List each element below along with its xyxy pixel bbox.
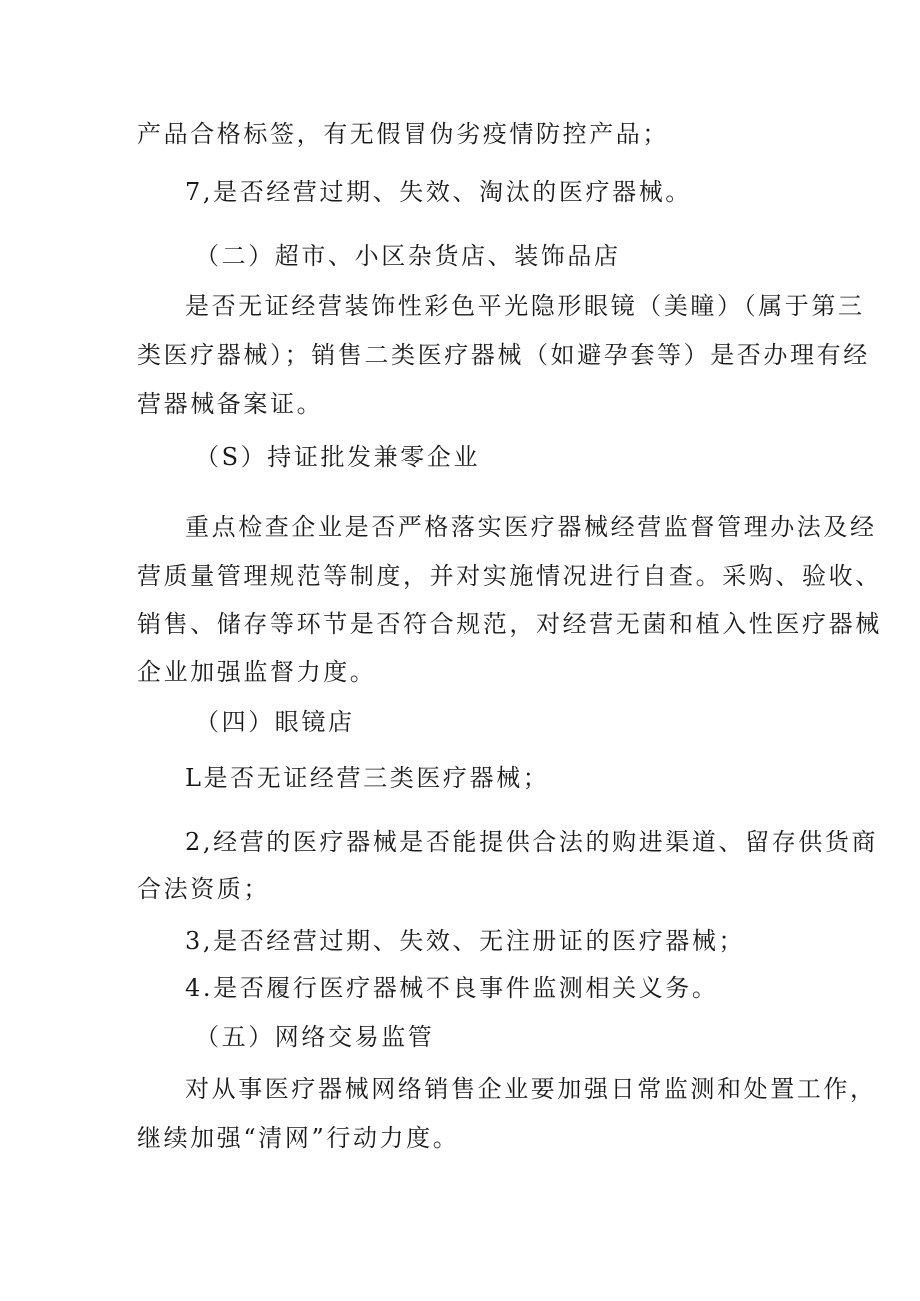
paragraph-line: 4.是否履行医疗器械不良事件监测相关义务。 [185, 974, 719, 1002]
section-heading: （二）超市、小区杂货店、装饰品店 [195, 242, 621, 270]
paragraph-line: L是否无证经营三类医疗器械； [185, 764, 550, 792]
paragraph-line: 合法资质； [137, 875, 270, 903]
paragraph-line: 是否无证经营装饰性彩色平光隐形眼镜（美瞳）（属于第三 [185, 292, 865, 320]
paragraph-line: 2,经营的医疗器械是否能提供合法的购进渠道、留存供货商 [185, 828, 879, 856]
paragraph-line: 3,是否经营过期、失效、无注册证的医疗器械； [185, 927, 746, 955]
paragraph-line: 继续加强“清网”行动力度。 [137, 1124, 460, 1152]
paragraph-line: 对从事医疗器械网络销售企业要加强日常监测和处置工作， [185, 1075, 877, 1103]
section-heading: （S）持证批发兼零企业 [195, 443, 481, 471]
paragraph-line: 7,是否经营过期、失效、淘汰的医疗器械。 [185, 178, 692, 206]
section-heading: （五）网络交易监管 [195, 1023, 435, 1051]
paragraph-line: 产品合格标签，有无假冒伪劣疫情防控产品； [137, 120, 669, 148]
paragraph-line: 营器械备案证。 [137, 390, 324, 418]
paragraph-line: 重点检查企业是否严格落实医疗器械经营监督管理办法及经 [185, 513, 877, 541]
paragraph-line: 销售、储存等环节是否符合规范，对经营无菌和植入性医疗器械 [137, 610, 882, 638]
paragraph-line: 营质量管理规范等制度，并对实施情况进行自查。采购、验收、 [137, 562, 882, 590]
paragraph-line: 类医疗器械）；销售二类医疗器械（如避孕套等）是否办理有经 [137, 341, 870, 369]
section-heading: （四）眼镜店 [195, 708, 355, 736]
paragraph-line: 企业加强监督力度。 [137, 658, 377, 686]
